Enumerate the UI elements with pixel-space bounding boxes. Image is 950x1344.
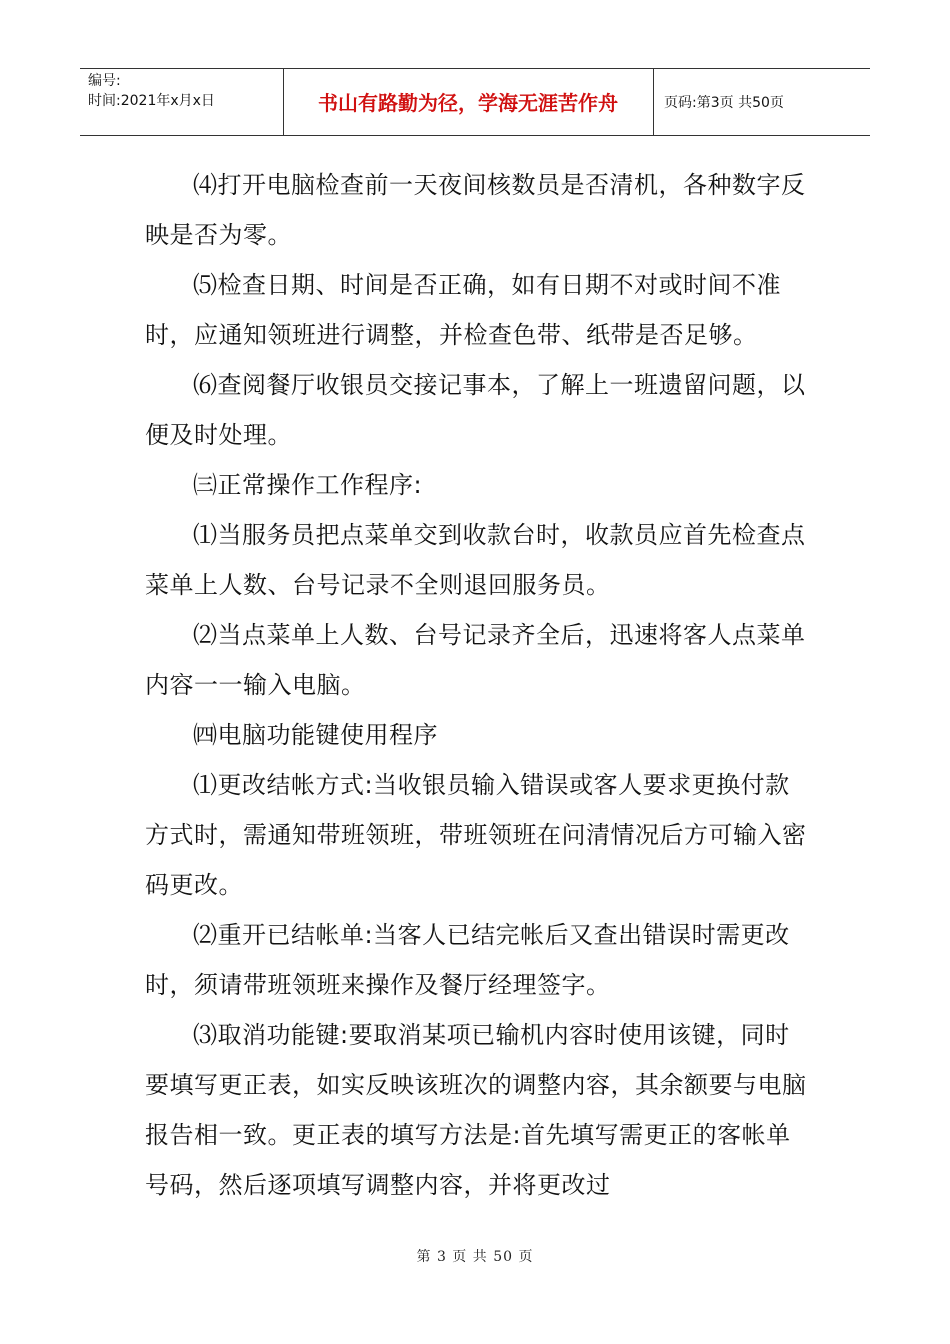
section-heading: ㈣电脑功能键使用程序 xyxy=(193,721,438,749)
document-date: 时间:2021年x月x日 xyxy=(88,93,215,109)
paragraph: ⑴当服务员把点菜单交到收款台时，收款员应首先检查点菜单上人数、台号记录不全则退回服务员。 xyxy=(145,521,806,599)
section-heading: ㈢正常操作工作程序: xyxy=(193,471,423,499)
header-meta xyxy=(88,71,215,111)
header-divider-right xyxy=(653,69,654,136)
page-header xyxy=(80,68,870,136)
paragraph: ⑷打开电脑检查前一天夜间核数员是否清机，各种数字反映是否为零。 xyxy=(145,171,806,249)
header-page-info: 页码:第3页 共50页 xyxy=(664,95,784,111)
paragraph: ⑹查阅餐厅收银员交接记事本，了解上一班遗留问题，以便及时处理。 xyxy=(145,371,806,449)
paragraph: ⑴更改结帐方式:当收银员输入错误或客人要求更换付款方式时，需通知带班领班，带班领班在问清情况后方可输入密码更改。 xyxy=(145,771,807,899)
paragraph: ⑵重开已结帐单:当客人已结完帐后又查出错误时需更改时，须请带班领班来操作及餐厅经理签字。 xyxy=(145,921,790,999)
paragraph: ⑸检查日期、时间是否正确，如有日期不对或时间不准时，应通知领班进行调整，并检查色带、纸带是否足够。 xyxy=(145,271,781,349)
document-body xyxy=(145,160,810,1210)
page-footer: 第 3 页 共 50 页 xyxy=(416,1249,534,1265)
header-motto: 书山有路勤为径，学海无涯苦作舟 xyxy=(318,91,618,115)
document-number-label: 编号: xyxy=(88,73,121,89)
paragraph: ⑶取消功能键:要取消某项已输机内容时使用该键，同时要填写更正表，如实反映该班次的调整内容，其余额要与电脑报告相一致。更正表的填写方法是:首先填写需更正的客帐单号码，然后逐项填写调整内容，并将更改过 xyxy=(145,1021,807,1199)
paragraph: ⑵当点菜单上人数、台号记录齐全后，迅速将客人点菜单内容一一输入电脑。 xyxy=(145,621,806,699)
